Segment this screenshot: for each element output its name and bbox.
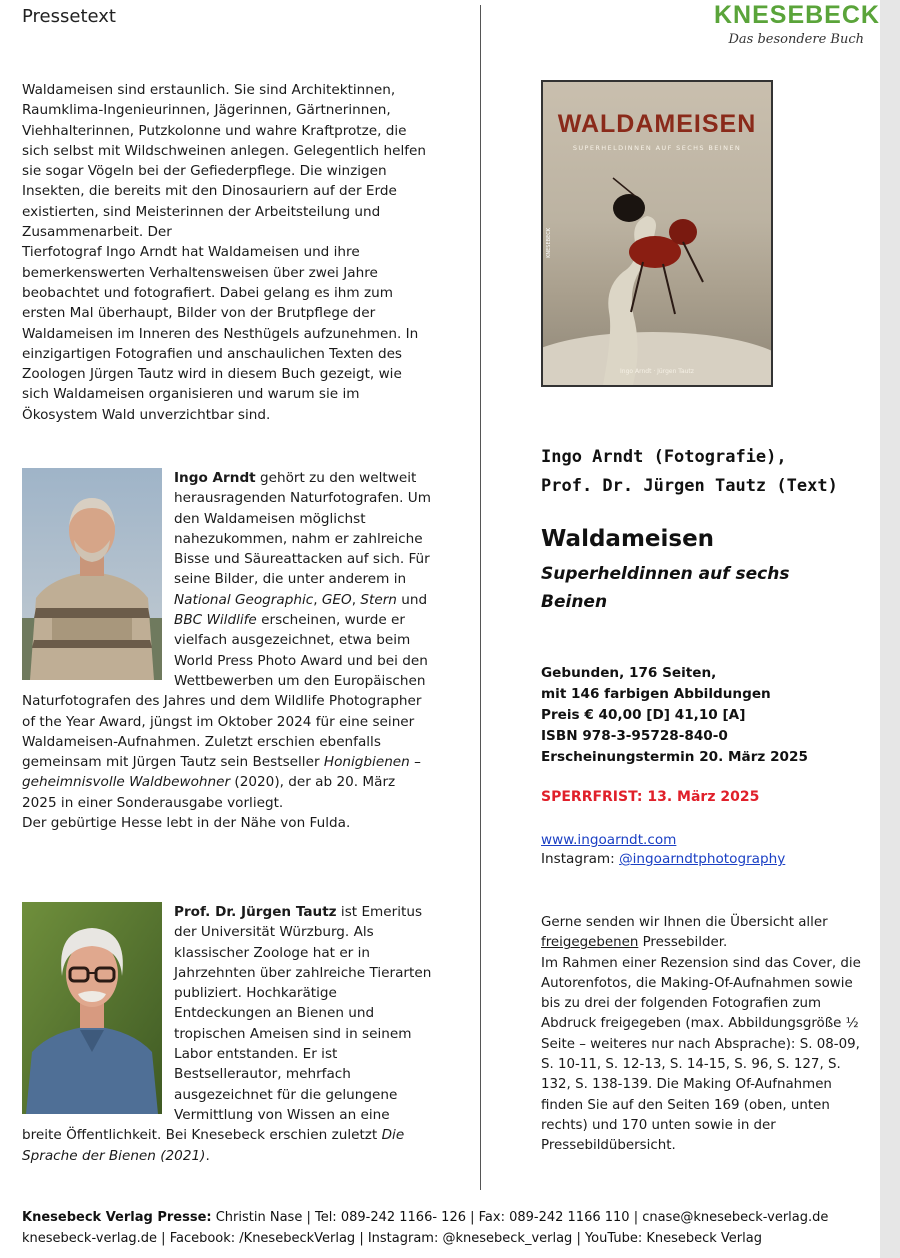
bio-juergen-tautz-text-1: ist Emeritus der Universität Würzburg. Als klassischer Zoologe hat er in Jahrzehnten über zahlreiche Tierarten publiziert. Hochkarätige Entdeckungen an Bienen und tropischen Ameisen sind in seinem Labor entstanden. Er ist Bestsellerautor, mehrfach ausgezeichnet für die gelungene Vermittlung von Wissen an eine breite Öffentlichkeit. Bei Knesebeck erschien zuletzt [22, 904, 432, 1144]
separator: , [313, 591, 322, 608]
intro-text [22, 80, 427, 425]
bio-ingo-arndt-text-2: erscheinen, wurde er vielfach ausgezeichnet, etwa beim World Press Photo Award und bei den Wettbewerben um den Europäischen Naturfotografen des Jahres und dem Wildlife Photographer of the Year Award, jüngst im Oktober 2024 für eine seiner Waldameisen-Aufnahmen. Zuletzt erschien ebenfalls gemeinsam mit Jürgen Tautz sein Bestseller [22, 612, 428, 771]
spec-price: Preis € 40,00 [D] 41,10 [A] [541, 707, 746, 723]
separator: , [351, 591, 361, 608]
juergen-tautz-photo [22, 902, 162, 1114]
logo-name: KNESEBECK [714, 1, 880, 29]
publisher-logo [714, 0, 880, 47]
separator: und [396, 591, 428, 608]
cover-subtitle: SUPERHELDINNEN AUF SECHS BEINEN [572, 144, 742, 152]
cover-authors: Ingo Arndt · Jürgen Tautz [620, 368, 694, 375]
book-sprache-der-bienen: Die Sprache der Bienen (2021) [22, 1127, 405, 1164]
footer [22, 1207, 828, 1249]
ingo-arndt-photo [22, 468, 162, 680]
book-authors [541, 443, 861, 501]
cover-spine-logo: KNESEBECK [546, 228, 552, 258]
footer-social-line: knesebeck-verlag.de | Facebook: /KnesebeckVerlag | Instagram: @knesebeck_verlag | YouTube: Knesebeck Verlag [22, 1231, 762, 1246]
spec-binding: Gebunden, 176 Seiten, [541, 665, 717, 681]
book-subtitle: Superheldinnen auf sechs Beinen [541, 564, 790, 612]
notice-text-3: Im Rahmen einer Rezension sind das Cover, die Autorenfotos, die Making-Of-Aufnahmen sowie bis zu drei der folgenden Fotografien zum Abdruck freigegeben (max. Abbildungsgröße ½ Seite – weiteres nur nach Absprache): S. 08-09, S. 10-11, S. 12-13, S. 14-15, S. 96, S. 127, S. 132, S. 138-139. Die Making Of-Aufnahmen finden Sie auf den Seiten 169 (oben, unten rechts) und 170 unten sowie in der Pressebildübersicht. [541, 955, 861, 1154]
bio-ingo-arndt-text-3: (2020), der ab 20. März 2025 in einer Sonderausgabe vorliegt. [22, 774, 396, 811]
bio-juergen-tautz [22, 902, 432, 1166]
embargo-notice: SPERRFRIST: 13. März 2025 [541, 789, 760, 805]
notice-link[interactable]: freigegebenen [541, 935, 639, 951]
logo-tagline: Das besondere Buch [728, 32, 864, 47]
magazine-bbc-wildlife: BBC Wildlife [174, 612, 257, 629]
book-cover [541, 80, 773, 387]
cover-title: WALDAMEISEN [557, 110, 757, 138]
footer-label: Knesebeck Verlag Presse: [22, 1210, 212, 1225]
intro-part-2: Tierfotograf Ingo Arndt hat Waldameisen und ihre bemerkenswerten Verhaltensweisen über zwei Jahre beobachtet und fotografiert. Dabei gelang es ihm zum ersten Mal überhaupt, Bilder von der Brutpflege der Waldameisen im Inneren des Nesthügels aufzunehmen. In einzigartigen Fotografien und anschaulichen Texten des Zoologen Jürgen Tautz wird in diesem Buch gezeigt, wie sich Waldameisen organisieren und warum sie im Ökosystem Wald unverzichtbar sind. [22, 244, 419, 423]
right-gutter [880, 0, 900, 1258]
column-divider [480, 5, 481, 1190]
contact-links [541, 831, 785, 869]
notice-text-1: Gerne senden wir Ihnen die Übersicht aller [541, 915, 828, 930]
bio-juergen-tautz-end: . [205, 1147, 210, 1164]
instagram-label: Instagram: [541, 851, 620, 867]
press-image-notice [541, 913, 871, 1157]
bio-ingo-arndt-residence: Der gebürtige Hesse lebt in der Nähe von Fulda. [22, 815, 351, 832]
book-honigbienen: Honigbienen – geheimnisvolle Waldbewohner [22, 754, 421, 791]
bio-ingo-arndt-text-1: gehört zu den weltweit herausragenden Naturfotografen. Um den Waldameisen möglichst nahezukommen, nahm er zahlreiche Bisse und Säureattacken auf sich. Für seine Bilder, die unter anderem in [174, 470, 431, 588]
authors-line-2: Prof. Dr. Jürgen Tautz (Text) [541, 476, 838, 496]
magazine-geo: GEO [321, 591, 352, 608]
spec-release-date: Erscheinungstermin 20. März 2025 [541, 749, 808, 765]
website-link[interactable]: www.ingoarndt.com [541, 832, 677, 848]
magazine-stern: Stern [360, 591, 397, 608]
authors-line-1: Ingo Arndt (Fotografie), [541, 447, 787, 467]
spec-isbn: ISBN 978-3-95728-840-0 [541, 728, 728, 744]
book-title: Waldameisen [541, 526, 715, 552]
spec-illustrations: mit 146 farbigen Abbildungen [541, 686, 771, 702]
notice-text-2: Pressebilder. [638, 935, 728, 951]
magazine-national-geographic: National Geographic [174, 591, 314, 608]
bio-juergen-tautz-name: Prof. Dr. Jürgen Tautz [174, 904, 337, 920]
page-label: Pressetext [22, 6, 116, 27]
footer-contact-line: Christin Nase | Tel: 089-242 1166- 126 | Fax: 089-242 1166 110 | cnase@knesebeck-verlag.de [211, 1210, 829, 1225]
intro-part-1: Waldameisen sind erstaunlich. Sie sind Architektinnen, Raumklima-Ingenieurinnen, Jägerinnen, Gärtnerinnen, Viehhalterinnen, Putzkolonne und wahre Kraftprotze, die sich selbst mit Wildschweinen anlegen. Gelegentlich helfen sie sogar Vögeln bei der Gefiederpflege. Die winzigen Insekten, die bereits mit den Dinosauriern auf der Erde existierten, sind Meisterinnen der Arbeitsteilung und Zusammenarbeit. Der [22, 82, 426, 241]
bio-ingo-arndt [22, 468, 432, 833]
book-specs [541, 663, 808, 768]
instagram-link[interactable]: @ingoarndtphotography [619, 851, 786, 867]
bio-ingo-arndt-name: Ingo Arndt [174, 470, 256, 486]
